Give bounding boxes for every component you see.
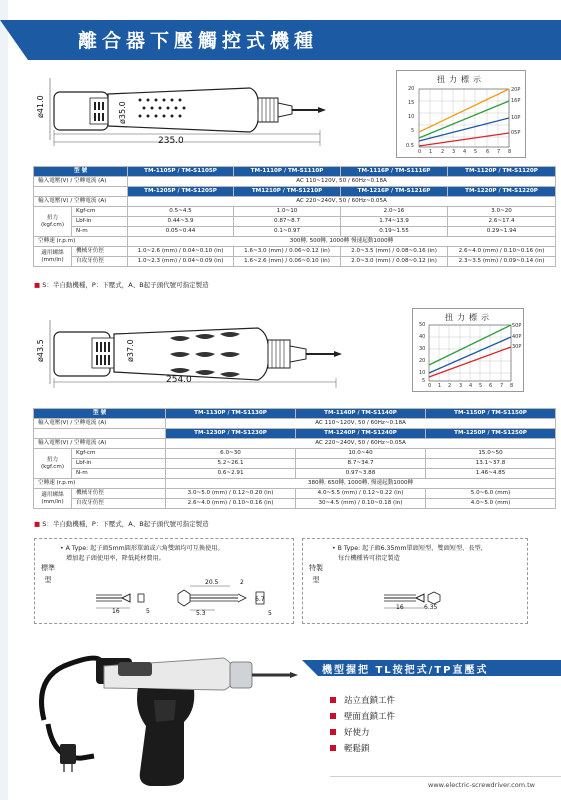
self-cell: 1.6~2.6 (mm) / 0.06~0.10 (in) <box>234 257 341 267</box>
chart-a-series-label: 20P <box>511 87 521 93</box>
nm-cell: 0.29~1.94 <box>448 227 556 237</box>
chart-b-xtick: 4 <box>469 383 473 389</box>
chart-b-xtick: 5 <box>479 383 483 389</box>
self-cell: 2.6~4.0 (mm) / 0.10~0.16 (in) <box>166 499 296 509</box>
chart-a-xtick: 5 <box>474 149 478 155</box>
b-type-note-2: 每台機種皆可指定製造 <box>338 555 400 562</box>
input-label: 輸入電壓(V) / 空轉電流 (A) <box>34 197 128 207</box>
tool-b-body-dia: ø43.5 <box>36 339 45 362</box>
chart-a-ytick: 5 <box>411 128 415 134</box>
self-cell: 2.3~3.5 (mm) / 0.09~0.14 (in) <box>448 257 556 267</box>
kgf-label: Kgf-cm <box>72 207 128 217</box>
chart-a-xtick: 1 <box>429 149 433 155</box>
screw-unit: (mm/in) <box>41 256 64 263</box>
bit-a-dim: 5 <box>268 610 272 617</box>
torque-unit: (kgf.cm) <box>40 221 65 228</box>
kgf-label: Kgf-cm <box>72 449 166 459</box>
feature-item-label: 站立直鎖工件 <box>344 696 396 706</box>
a-type-note-1: • A Type: 起子頭5mm圓形單頭或六角雙頭均可互換使用。 <box>60 545 224 552</box>
feature-item <box>330 692 395 708</box>
chart-b-xtick: 3 <box>459 383 463 389</box>
input-label: 輸入電壓(V) / 空轉電流 (A) <box>34 439 166 449</box>
machine-label: 機械牙仿徑 <box>72 489 166 499</box>
kgf-cell: 3.0~20 <box>448 207 556 217</box>
model-cell: TM-1105P / TM-S1105P <box>128 167 234 177</box>
chart-b-plot <box>413 309 525 393</box>
screw-label-text: 適用螺絲 <box>41 249 64 256</box>
screw-label-text: 適用螺絲 <box>41 491 64 498</box>
kgf-cell: 0.5~4.5 <box>128 207 234 217</box>
chart-a-ytick: 15 <box>408 100 415 106</box>
chart-a-xtick: 0 <box>418 149 422 155</box>
spec-table-b <box>33 408 556 509</box>
bit-a-dim: 2 <box>240 579 244 586</box>
torque-chart-a <box>396 70 526 158</box>
model-label: 型 號 <box>34 409 166 419</box>
spec-table-a <box>33 166 556 267</box>
b-type-note-1: • B Type: 起子頭6.35mm單頭短型、雙頭短型、長型， <box>332 545 487 552</box>
model-cell: TM-1150P / TM-S1150P <box>426 409 556 419</box>
model-cell: TM-1110P / TM-S1110P <box>234 167 341 177</box>
chart-b-xtick: 6 <box>489 383 493 389</box>
machine-cell: 3.0~5.0 (mm) / 0.12~0.20 (in) <box>166 489 296 499</box>
self-label: 自攻牙仿徑 <box>72 499 166 509</box>
chart-a-xtick: 8 <box>508 149 512 155</box>
feature-item-label: 壁面直鎖工件 <box>344 712 396 722</box>
table-a-note-text: S：半自動機種，P：下壓式，A、B起子頭代號可指定製造 <box>42 281 209 289</box>
kgf-cell: 1.0~10 <box>234 207 341 217</box>
input-label: 輸入電壓(V) / 空轉電流 (A) <box>34 177 128 187</box>
lbf-cell: 8.7~34.7 <box>296 459 426 469</box>
self-cell: 1.0~2.3 (mm) / 0.04~0.09 (in) <box>128 257 234 267</box>
feature-item-label: 好使力 <box>344 728 370 738</box>
chart-a-title: 扭力標示 <box>437 75 485 84</box>
bit-a-dim: 16 <box>112 608 120 615</box>
model-cell: TM-1120P / TM-S1120P <box>448 167 556 177</box>
torque-chart-b <box>412 308 524 392</box>
chart-a-xtick: 6 <box>486 149 490 155</box>
lbf-cell: 1.74~13.9 <box>341 217 448 227</box>
chart-a-series-label: 05P <box>511 130 521 136</box>
input-value: AC 220~240V, 50 / 60Hz~0.05A <box>128 197 556 207</box>
input-label: 輸入電壓(V) / 空轉電流 (A) <box>34 419 166 429</box>
table-b-note-text: S：半自動機種，P：下壓式，A、B起子頭代號可指定製造 <box>42 520 209 528</box>
page-edge <box>0 0 8 800</box>
self-cell: 2.0~3.0 (mm) / 0.08~0.12 (in) <box>341 257 448 267</box>
machine-cell: 2.0~3.5 (mm) / 0.08~0.16 (in) <box>341 247 448 257</box>
bit-a-dim: 5.3 <box>196 610 206 617</box>
chart-b-xtick: 8 <box>510 383 514 389</box>
feature-title: 機型握把 TL按把式/TP直壓式 <box>322 665 489 676</box>
machine-cell: 5.0~6.0 (mm) <box>426 489 556 499</box>
chart-b-xtick: 2 <box>448 383 452 389</box>
nm-cell: 0.05~0.44 <box>128 227 234 237</box>
screw-label <box>34 247 72 267</box>
a-type-note-2: 增加起子頭使用率，降低耗材費用。 <box>66 555 165 562</box>
machine-cell: 1.0~2.6 (mm) / 0.04~0.10 (in) <box>128 247 234 257</box>
nm-label: N-m <box>72 469 166 479</box>
self-label: 自攻牙仿徑 <box>72 257 128 267</box>
feature-item <box>330 740 395 756</box>
nm-label: N-m <box>72 227 128 237</box>
chart-a-series-label: 16P <box>511 98 521 104</box>
chart-b-ytick: 5 <box>422 378 426 384</box>
chart-a-ytick: 0.5 <box>406 143 414 149</box>
model-label: 型 號 <box>34 167 128 177</box>
bullet-icon <box>330 713 336 719</box>
tool-a-nose-dia: ø35.0 <box>118 101 127 124</box>
chart-b-series-label: 40P <box>512 334 522 340</box>
bit-b-dim: 16 <box>396 604 404 611</box>
bit-b-dim: 6.35 <box>424 604 438 611</box>
nm-cell: 0.19~1.55 <box>341 227 448 237</box>
model-cell: TM-1116P / TM-S1116P <box>341 167 448 177</box>
chart-b-ytick: 20 <box>419 358 426 364</box>
feature-item-label: 輕鬆鎖 <box>344 744 370 754</box>
table-a-note: ■ S：半自動機種，P：下壓式，A、B起子頭代號可指定製造 <box>34 281 209 289</box>
kgf-cell: 15.0~50 <box>426 449 556 459</box>
chart-a-xtick: 2 <box>441 149 445 155</box>
chart-a-xtick: 3 <box>452 149 456 155</box>
lbf-cell: 2.6~17.4 <box>448 217 556 227</box>
chart-b-ytick: 40 <box>419 334 426 340</box>
chart-a-plot <box>397 71 527 159</box>
bit-a-dim: 5 <box>146 608 150 615</box>
speed-label: 空轉速 (r.p.m) <box>34 479 166 489</box>
feature-item <box>330 708 395 724</box>
feature-list <box>330 692 395 756</box>
nm-cell: 0.97~3.88 <box>296 469 426 479</box>
self-cell: 30~4.5 (mm) / 0.10~0.18 (in) <box>296 499 426 509</box>
lbf-cell: 5.2~26.1 <box>166 459 296 469</box>
chart-a-ytick: 20 <box>408 86 415 92</box>
chart-a-xtick: 7 <box>497 149 501 155</box>
model-cell: TM-1140P / TM-S1140P <box>296 409 426 419</box>
bit-b-drawing <box>380 578 460 618</box>
speed-label: 空轉速 (r.p.m) <box>34 237 128 247</box>
special-tag: 特製型 <box>309 564 323 584</box>
chart-b-ytick: 30 <box>419 346 426 352</box>
torque-unit: (kgf.cm) <box>40 463 65 470</box>
chart-b-series-label: 30P <box>512 344 522 350</box>
machine-cell: 2.6~4.0 (mm) / 0.10~0.16 (in) <box>448 247 556 257</box>
kgf-cell: 2.0~16 <box>341 207 448 217</box>
bullet-icon <box>330 697 336 703</box>
torque-label <box>34 449 72 479</box>
machine-cell: 4.0~5.5 (mm) / 0.12~0.22 (in) <box>296 489 426 499</box>
nm-cell: 0.1~0.97 <box>234 227 341 237</box>
screw-label <box>34 489 72 509</box>
tool-b-nose-dia: ø37.0 <box>126 339 135 362</box>
kgf-cell: 10.0~40 <box>296 449 426 459</box>
chart-b-xtick: 7 <box>500 383 504 389</box>
chart-b-xtick: 0 <box>428 383 432 389</box>
input-value: AC 110~120V, 50 / 60Hz~0.18A <box>166 419 556 429</box>
screw-unit: (mm/in) <box>41 498 64 505</box>
kgf-cell: 6.0~30 <box>166 449 296 459</box>
torque-label-text: 扭力 <box>46 214 59 221</box>
bullet-icon <box>330 745 336 751</box>
speed-value: 380轉, 650轉, 1000轉, 慢速起動1000轉 <box>166 479 556 489</box>
lbf-cell: 0.44~3.9 <box>128 217 234 227</box>
chart-a-xtick: 4 <box>463 149 467 155</box>
footer-rule <box>330 776 561 777</box>
tool-a-length: 235.0 <box>158 136 184 146</box>
model-cell: TM-1220P / TM-S1220P <box>448 187 556 197</box>
chart-a-series-label: 10P <box>511 115 521 121</box>
bit-a-dim: 20.5 <box>205 579 219 586</box>
lbf-cell: 0.87~8.7 <box>234 217 341 227</box>
machine-label: 機械牙仿徑 <box>72 247 128 257</box>
page-title: 離合器下壓觸控式機種 <box>78 30 319 52</box>
model-cell: TM1210P / TM-S1210P <box>234 187 341 197</box>
input-value: AC 220~240V, 50 / 60Hz~0.05A <box>166 439 556 449</box>
lbf-label: Lbf-in <box>72 217 128 227</box>
nm-cell: 1.46~4.85 <box>426 469 556 479</box>
bullet-icon <box>330 729 336 735</box>
tool-b-length: 254.0 <box>166 375 192 385</box>
table-b-note: ■ S：半自動機種，P：下壓式，A、B起子頭代號可指定製造 <box>34 520 209 528</box>
torque-label-text: 扭力 <box>46 456 59 463</box>
torque-label <box>34 207 72 237</box>
footer-url[interactable]: www.electric-screwdriver.com.tw <box>428 781 535 789</box>
self-cell: 4.0~5.0 (mm) <box>426 499 556 509</box>
machine-cell: 1.6~3.0 (mm) / 0.06~0.12 (in) <box>234 247 341 257</box>
chart-b-title: 扭力標示 <box>445 313 493 322</box>
model-cell: TM-1250P / TM-S1250P <box>426 429 556 439</box>
pistol-grip-screwdriver-image <box>34 640 314 790</box>
chart-b-ytick: 50 <box>419 322 426 328</box>
model-cell: TM-1205P / TM-S1205P <box>128 187 234 197</box>
model-cell: TM-1240P / TM-S1240P <box>296 429 426 439</box>
model-cell: TM-1216P / TM-S1216P <box>341 187 448 197</box>
tool-a-body-dia: ø41.0 <box>36 95 45 118</box>
nm-cell: 0.6~2.91 <box>166 469 296 479</box>
input-value: AC 110~120V, 50 / 60Hz~0.18A <box>128 177 556 187</box>
speed-value: 300轉, 500轉, 1000轉 慢速起動1000轉 <box>128 237 556 247</box>
model-cell: TM-1130P / TM-S1130P <box>166 409 296 419</box>
bit-a-dim: 6.7 <box>255 596 265 603</box>
chart-b-series-label: 50P <box>512 323 522 329</box>
chart-b-xtick: 1 <box>438 383 442 389</box>
standard-tag: 標準型 <box>41 564 55 584</box>
chart-a-ytick: 10 <box>408 114 415 120</box>
lbf-cell: 13.1~37.8 <box>426 459 556 469</box>
model-cell: TM-1230P / TM-S1230P <box>166 429 296 439</box>
chart-b-ytick: 10 <box>419 370 426 376</box>
feature-item <box>330 724 395 740</box>
lbf-label: Lbf-in <box>72 459 166 469</box>
tool-a-drawing <box>20 70 350 150</box>
